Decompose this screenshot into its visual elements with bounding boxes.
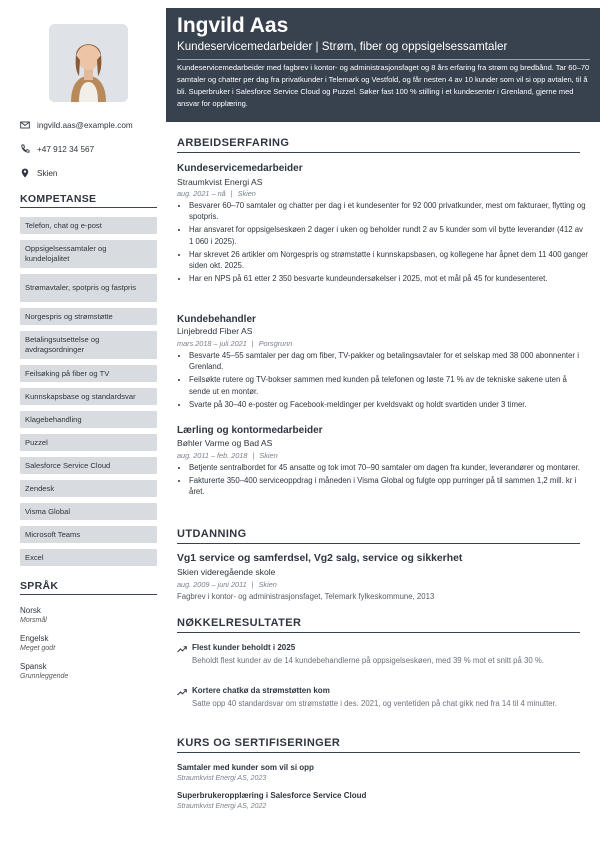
language-level: Meget godt bbox=[20, 645, 56, 652]
skill-item: Kunnskapsbase og standardsvar bbox=[20, 388, 157, 405]
job-bullets bbox=[177, 462, 589, 499]
skill-item: Zendesk bbox=[20, 480, 157, 497]
phone-text: +47 912 34 567 bbox=[37, 144, 95, 154]
email-icon bbox=[20, 120, 30, 130]
skill-item: Oppsigelsessamtaler og kundelojalitet bbox=[20, 240, 157, 268]
education-period: aug. 2009 – juni 2011 bbox=[177, 580, 247, 589]
meta-separator: | bbox=[251, 580, 254, 589]
language-level: Morsmål bbox=[20, 617, 47, 624]
bullet: • Fakturerte 350–400 serviceoppdrag i måneden i Visma Global og fulgte opp purringer på til sammen 1,2 mill. kr i året. bbox=[189, 475, 589, 498]
trend-up-icon bbox=[177, 688, 187, 696]
job-place: Skien bbox=[259, 451, 278, 460]
course-issuer: Straumkvist Energi AS, 2022 bbox=[177, 803, 267, 810]
bullet: • Besvarer 60–70 samtaler og chatter per dag i et kundesenter for 92 000 privatkunder, mest om fakturaer, flytting og spotpris. bbox=[189, 200, 589, 223]
bullet: • Betjente sentralbordet for 45 ansatte og tok imot 70–90 samtaler om dagen fra kunder, leverandører og montører. bbox=[189, 462, 589, 473]
job-period: mars 2018 – juli 2021 bbox=[177, 339, 247, 348]
profile-photo bbox=[49, 24, 128, 102]
job-meta bbox=[177, 339, 292, 348]
bullet: • Har ansvaret for oppsigelseskøen 2 dager i uken og beholder rundt 2 av 5 kunder som vil bytte leverandør (412 av 1 060 i 2025). bbox=[189, 224, 589, 247]
skill-item: Feilsøking på fiber og TV bbox=[20, 365, 157, 382]
job-meta bbox=[177, 451, 278, 460]
language-item bbox=[20, 662, 68, 680]
bullet: • Har skrevet 26 artikler om Norgespris og strømstøtte i kunnskapsbasen, og kollegene har åpnet dem 11 400 ganger siden okt. 2025. bbox=[189, 249, 589, 272]
education-title: Vg1 service og samferdsel, Vg2 salg, service og sikkerhet bbox=[177, 553, 463, 564]
bullet: • Besvarte 45–55 samtaler per dag om fiber, TV-pakker og betalingsavtaler for et selskap med 38 000 abonnenter i Grenland. bbox=[189, 350, 589, 373]
bullet: • Svarte på 30–40 e-poster og Facebook-meldinger per kveldsvakt og holdt svartiden under 3 timer. bbox=[189, 399, 589, 410]
languages-heading: SPRÅK bbox=[20, 580, 157, 595]
header-divider bbox=[177, 59, 590, 60]
result-title: Kortere chatkø da strømstøtten kom bbox=[192, 686, 330, 695]
skills-heading: KOMPETANSE bbox=[20, 193, 157, 208]
education-meta bbox=[177, 580, 277, 589]
job-company: Linjebredd Fiber AS bbox=[177, 326, 253, 336]
education-school: Skien videregående skole bbox=[177, 567, 276, 577]
courses-heading: KURS OG SERTIFISERINGER bbox=[177, 737, 580, 753]
language-name: Spansk bbox=[20, 662, 47, 671]
meta-separator: | bbox=[230, 189, 233, 198]
job-company: Bøhler Varme og Bad AS bbox=[177, 438, 273, 448]
job-place: Skien bbox=[237, 189, 256, 198]
skill-item: Betalingsutsettelse og avdragsordninger bbox=[20, 331, 157, 359]
trend-up-icon bbox=[177, 645, 187, 653]
result-description: Satte opp 40 standardsvar om strømstøtte i des. 2021, og ventetiden på chat gikk ned fra 14 til 4 minutter. bbox=[192, 699, 557, 708]
location-icon bbox=[20, 168, 30, 178]
job-bullets bbox=[177, 350, 589, 412]
language-name: Norsk bbox=[20, 606, 41, 615]
job-bullets bbox=[177, 200, 589, 286]
results-heading: NØKKELRESULTATER bbox=[177, 617, 580, 633]
job-period: aug. 2011 – feb. 2018 bbox=[177, 451, 248, 460]
course-issuer: Straumkvist Energi AS, 2023 bbox=[177, 775, 267, 782]
skill-item: Klagebehandling bbox=[20, 411, 157, 428]
meta-separator: | bbox=[251, 339, 254, 348]
job-place: Porsgrunn bbox=[258, 339, 293, 348]
candidate-role: Kundeservicemedarbeider | Strøm, fiber og oppsigelsessamtaler bbox=[177, 40, 508, 53]
result-title: Flest kunder beholdt i 2025 bbox=[192, 643, 296, 652]
skill-item: Strømavtaler, spotpris og fastpris bbox=[20, 274, 157, 302]
skill-item: Puzzel bbox=[20, 434, 157, 451]
job-period: aug. 2021 – nå bbox=[177, 189, 226, 198]
skill-item: Norgespris og strømstøtte bbox=[20, 308, 157, 325]
course-title: Samtaler med kunder som vil si opp bbox=[177, 763, 314, 772]
skill-item: Telefon, chat og e-post bbox=[20, 217, 157, 234]
result-description: Beholdt flest kunder av de 14 kundebehandlerne på oppsigelseskøen, med 39 % mot et snitt på 30 %. bbox=[192, 656, 544, 665]
education-heading: UTDANNING bbox=[177, 528, 580, 544]
profile-summary: Kundeservicemedarbeider med fagbrev i kontor- og administrasjonsfaget og 8 års erfaring fra strøm og bredbånd. Tar 60–70 samtaler og chatter per dag fra privatkunder i Telemark og Vestfold, og får nesten 4 av 10 kunder som vil si opp avtalen, til å bli. Superbruker i Salesforce Service Cloud og Puzzel. Søker fast 100 % stilling i et kundesenter i Grenland, gjerne med ansvar for opplæring. bbox=[177, 63, 590, 108]
bullet: • Feilsøkte rutere og TV-bokser sammen med kunden på telefonen og løste 71 % av de tekniske sakene uten å sende ut en montør. bbox=[189, 374, 589, 397]
job-meta bbox=[177, 189, 256, 198]
education-note: Fagbrev i kontor- og administrasjonsfaget, Telemark fylkeskommune, 2013 bbox=[177, 592, 435, 601]
education-place: Skien bbox=[258, 580, 277, 589]
candidate-name: Ingvild Aas bbox=[177, 14, 289, 37]
language-name: Engelsk bbox=[20, 634, 49, 643]
contact-phone[interactable] bbox=[20, 144, 94, 154]
header-banner bbox=[166, 8, 600, 122]
email-text: ingvild.aas@example.com bbox=[37, 120, 133, 130]
language-item bbox=[20, 634, 55, 652]
language-level: Grunnleggende bbox=[20, 673, 69, 680]
skill-item: Salesforce Service Cloud bbox=[20, 457, 157, 474]
bullet: • Har en NPS på 61 etter 2 350 besvarte kundeundersøkelser i 2025, mot et mål på 45 for kundesenteret. bbox=[189, 273, 589, 284]
location-text: Skien bbox=[37, 168, 58, 178]
skill-item: Visma Global bbox=[20, 503, 157, 520]
contact-location bbox=[20, 168, 57, 178]
skill-item: Microsoft Teams bbox=[20, 526, 157, 543]
course-title: Superbrukeropplæring i Salesforce Service Cloud bbox=[177, 791, 367, 800]
experience-heading: ARBEIDSERFARING bbox=[177, 137, 580, 153]
phone-icon bbox=[20, 144, 30, 154]
job-company: Straumkvist Energi AS bbox=[177, 177, 263, 187]
contact-email[interactable] bbox=[20, 120, 133, 130]
skill-item: Excel bbox=[20, 549, 157, 566]
meta-separator: | bbox=[252, 451, 255, 460]
job-title: Lærling og kontormedarbeider bbox=[177, 425, 323, 436]
job-title: Kundeservicemedarbeider bbox=[177, 163, 303, 174]
language-item bbox=[20, 606, 47, 624]
job-title: Kundebehandler bbox=[177, 314, 256, 325]
sidebar bbox=[0, 0, 166, 849]
